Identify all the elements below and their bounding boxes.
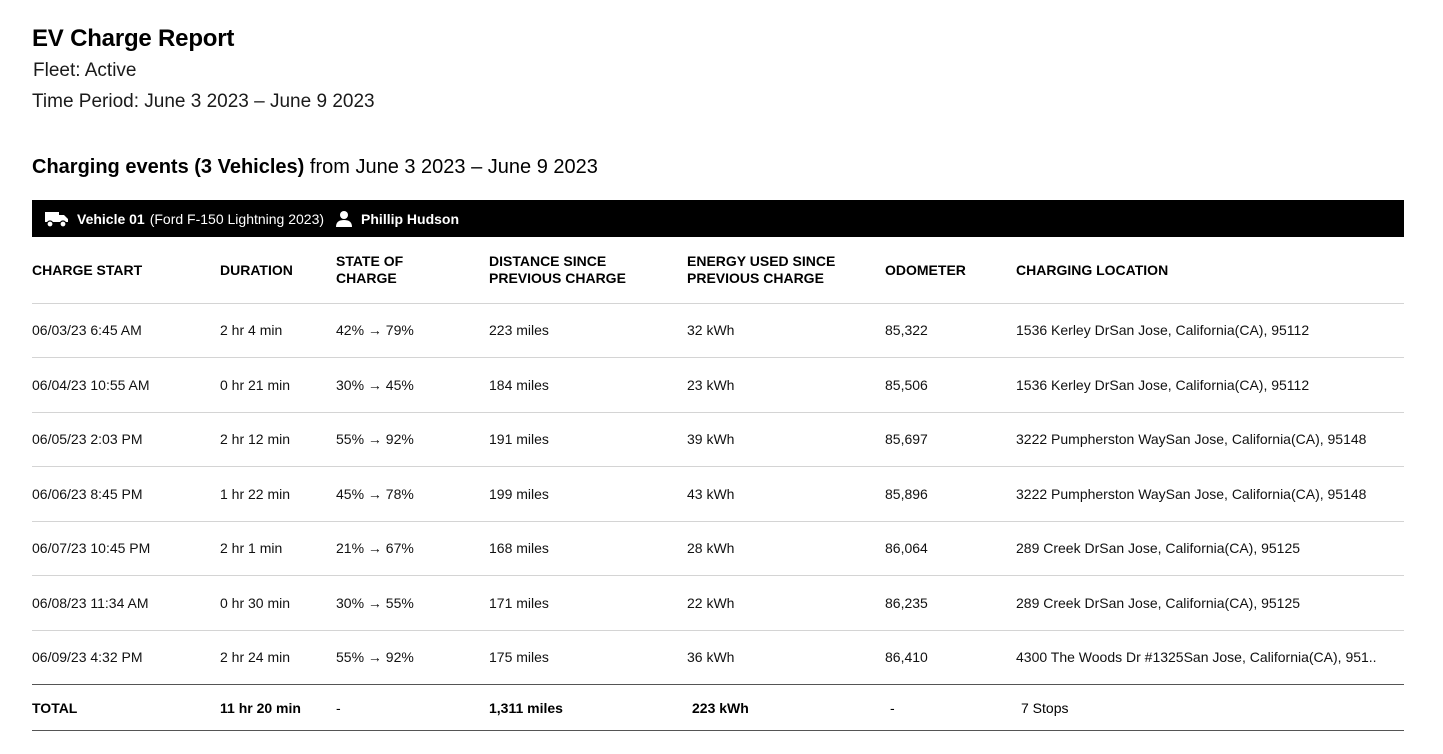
cell-state-of-charge: 21% → 67% [336,521,489,576]
cell-odometer: 86,064 [885,521,1016,576]
section-title-strong: Charging events (3 Vehicles) [32,156,305,178]
report-header [32,24,375,114]
cell-duration: 1 hr 22 min [220,467,336,522]
cell-charge-start: 06/09/23 4:32 PM [32,630,220,685]
table-row [32,303,1404,358]
table-row [32,412,1404,467]
cell-energy: 23 kWh [687,358,885,413]
table-row [32,521,1404,576]
header-duration: DURATION [220,238,336,303]
cell-distance: 168 miles [489,521,687,576]
total-row [32,685,1404,731]
header-energy-line1: ENERGY USED SINCE [687,253,836,270]
cell-state-of-charge: 45% → 78% [336,467,489,522]
section-title [32,154,598,180]
cell-distance: 175 miles [489,630,687,685]
vehicle-header-bar [32,200,1404,237]
total-state-of-charge: - [336,685,489,731]
cell-location: 1536 Kerley DrSan Jose, California(CA), 95112 [1016,303,1404,358]
table-row [32,576,1404,631]
cell-energy: 28 kWh [687,521,885,576]
cell-location: 3222 Pumpherston WaySan Jose, California(CA), 95148 [1016,467,1404,522]
cell-location: 289 Creek DrSan Jose, California(CA), 95125 [1016,521,1404,576]
header-state-of-charge [336,238,489,303]
section-title-range: from June 3 2023 – June 9 2023 [304,156,598,178]
cell-energy: 22 kWh [687,576,885,631]
header-energy-line2: PREVIOUS CHARGE [687,270,824,287]
cell-distance: 184 miles [489,358,687,413]
total-distance: 1,311 miles [489,685,687,731]
cell-odometer: 85,697 [885,412,1016,467]
cell-charge-start: 06/05/23 2:03 PM [32,412,220,467]
header-odometer: ODOMETER [885,238,1016,303]
cell-energy: 39 kWh [687,412,885,467]
cell-distance: 223 miles [489,303,687,358]
charging-events-table [32,238,1404,731]
table-row [32,358,1404,413]
cell-state-of-charge: 42% → 79% [336,303,489,358]
vehicle-model: (Ford F-150 Lightning 2023) [149,210,325,227]
cell-charge-start: 06/08/23 11:34 AM [32,576,220,631]
header-energy [687,238,885,303]
time-period: Time Period: June 3 2023 – June 9 2023 [32,91,375,112]
header-distance [489,238,687,303]
total-stops: 7 Stops [1016,685,1404,731]
cell-odometer: 86,235 [885,576,1016,631]
header-distance-line1: DISTANCE SINCE [489,253,607,270]
table-header-row [32,238,1404,303]
cell-state-of-charge: 30% → 45% [336,358,489,413]
header-distance-line2: PREVIOUS CHARGE [489,270,626,287]
report-title: EV Charge Report [32,25,235,52]
cell-charge-start: 06/04/23 10:55 AM [32,358,220,413]
header-charging-location: CHARGING LOCATION [1016,238,1404,303]
cell-energy: 36 kWh [687,630,885,685]
total-duration: 11 hr 20 min [220,685,336,731]
cell-duration: 2 hr 24 min [220,630,336,685]
cell-charge-start: 06/07/23 10:45 PM [32,521,220,576]
person-icon [335,210,353,228]
table-row [32,630,1404,685]
cell-duration: 2 hr 4 min [220,303,336,358]
header-soc-line1: STATE OF [336,253,404,270]
cell-distance: 191 miles [489,412,687,467]
cell-odometer: 85,896 [885,467,1016,522]
cell-state-of-charge: 55% → 92% [336,630,489,685]
total-label: TOTAL [32,685,220,731]
header-charge-start: CHARGE START [32,238,220,303]
cell-odometer: 85,506 [885,358,1016,413]
cell-duration: 0 hr 21 min [220,358,336,413]
truck-icon [45,210,69,228]
cell-charge-start: 06/06/23 8:45 PM [32,467,220,522]
fleet-status: Fleet: Active [33,60,137,81]
table-row [32,467,1404,522]
cell-duration: 2 hr 12 min [220,412,336,467]
cell-location: 4300 The Woods Dr #1325San Jose, California(CA), 951.. [1016,630,1404,685]
cell-distance: 199 miles [489,467,687,522]
cell-odometer: 86,410 [885,630,1016,685]
header-soc-line2: CHARGE [336,270,397,287]
vehicle-id: Vehicle 01 [77,210,145,227]
cell-location: 289 Creek DrSan Jose, California(CA), 95125 [1016,576,1404,631]
cell-odometer: 85,322 [885,303,1016,358]
cell-state-of-charge: 30% → 55% [336,576,489,631]
total-odometer: - [885,685,1016,731]
cell-charge-start: 06/03/23 6:45 AM [32,303,220,358]
cell-duration: 0 hr 30 min [220,576,336,631]
cell-distance: 171 miles [489,576,687,631]
cell-energy: 43 kWh [687,467,885,522]
total-energy: 223 kWh [687,685,885,731]
cell-location: 3222 Pumpherston WaySan Jose, California(CA), 95148 [1016,412,1404,467]
cell-duration: 2 hr 1 min [220,521,336,576]
cell-location: 1536 Kerley DrSan Jose, California(CA), 95112 [1016,358,1404,413]
cell-energy: 32 kWh [687,303,885,358]
driver-name: Phillip Hudson [361,210,460,227]
cell-state-of-charge: 55% → 92% [336,412,489,467]
